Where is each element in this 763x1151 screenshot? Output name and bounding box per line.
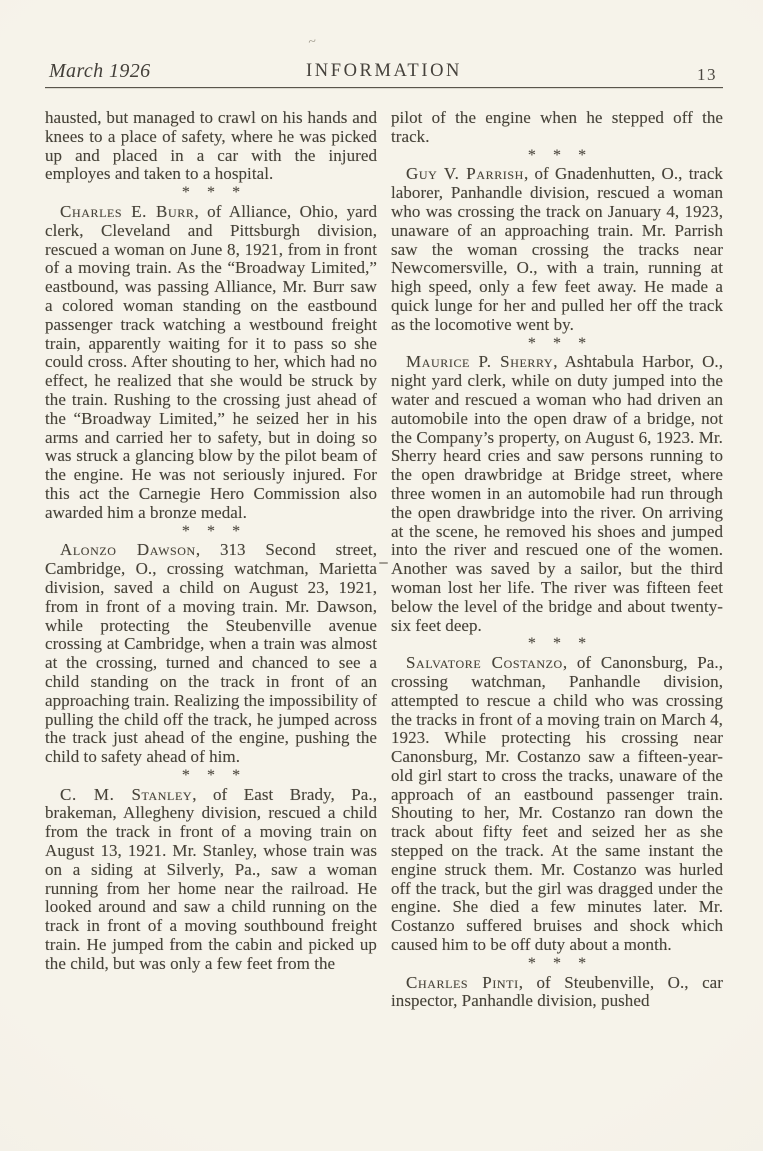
section-separator: * * *	[527, 954, 587, 972]
section-separator: * * *	[527, 635, 587, 653]
entry-paragraph-pinti	[391, 974, 723, 1012]
section-separator: * * *	[527, 146, 587, 164]
paragraph-continuation: hausted, but managed to crawl on his hands and knees to a place of safety, where he was picked up and placed in a car with the injured employes and taken to a hospital.	[45, 108, 377, 184]
person-name: Charles E. Burr	[60, 201, 195, 221]
paragraph-continuation: pilot of the engine when he stepped off the track.	[391, 108, 723, 146]
entry-text: , of Steubenville, O., car inspector, Panhandle division, pushed	[391, 972, 723, 1011]
header-rule	[45, 87, 723, 88]
page-header	[45, 56, 723, 83]
scan-gutter-mark	[379, 562, 388, 564]
publication-title: INFORMATION	[305, 61, 463, 81]
person-name: C. M. Stanley	[60, 784, 193, 804]
entry-paragraph-burr	[45, 203, 377, 523]
section-separator: * * *	[181, 766, 241, 784]
entry-paragraph-stanley	[45, 786, 377, 974]
section-separator: * * *	[527, 334, 587, 352]
person-name: Guy V. Parrish	[406, 164, 524, 184]
entry-paragraph-sherry	[391, 353, 723, 635]
entry-paragraph-costanzo	[391, 654, 723, 955]
person-name: Maurice P. Sherry	[406, 352, 554, 372]
scan-speck-mark: ~	[306, 33, 318, 49]
entry-text: , of Canonsburg, Pa., crossing watchman, Panhandle division, attempted to rescue a child who was crossing the tracks in front of a moving train on March 4, 1923. While protecting his crossing near Canonsburg, Mr. Costanzo saw a fifteen-year-old girl start to cross the tracks, unaware of the approach of an eastbound passenger train. Shouting to her, Mr. Costanzo ran down the track about fifty feet and seized her as she stepped on the track. At the same instant the engine struck them. Mr. Costanzo was hurled off the track, but the girl was dragged under the engine. She died a few minutes later. Mr. Costanzo suffered bruises and shock which caused him to be off duty about a month.	[391, 653, 723, 955]
person-name: Charles Pinti	[406, 972, 519, 992]
entry-paragraph-dawson	[45, 541, 377, 767]
section-separator: * * *	[181, 184, 241, 202]
person-name: Alonzo Dawson	[60, 540, 196, 560]
two-column-body	[45, 109, 723, 1011]
entry-text: , of Alliance, Ohio, yard clerk, Cleveland and Pittsburgh division, rescued a woman on June 8, 1921, from in front of a moving train. As the “Broadway Limited,” eastbound, was passing Alliance, Mr. Burr saw a colored woman standing on the eastbound passenger track watching a westbound freight train, apparently waiting for it to pass so she could cross. After shouting to her, which had no effect, he realized that she would be struck by the train. Rushing to the crossing just ahead of the “Broadway Limited,” he seized her in his arms and carried her to safety, but in doing so was struck a glancing blow by the pilot beam of the engine. He was not seriously injured. For this act the Carnegie Hero Commission also awarded him a bronze medal.	[45, 201, 378, 522]
issue-date: March 1926	[49, 60, 151, 82]
entry-text: , 313 Second street, Cambridge, O., crossing watchman, Marietta division, saved a child on August 23, 1921, from in front of a moving train. Mr. Dawson, while protecting the Steubenville avenue crossing at Cambridge, when a train was almost at the crossing, turned and chanced to see a child standing on the track in front of an approaching train. Realizing the impossibility of pulling the child off the track, he jumped across the track just ahead of the engine, pushing the child to safety ahead of him.	[45, 540, 377, 767]
person-name: Salvatore Costanzo	[406, 653, 563, 673]
entry-paragraph-parrish	[391, 165, 723, 334]
right-column	[391, 109, 723, 1011]
section-separator: * * *	[181, 522, 241, 540]
entry-text: , of Gnadenhutten, O., track laborer, Panhandle division, rescued a woman who was crossing the track on January 4, 1923, unaware of an approaching train. Mr. Parrish saw the woman crossing the tracks near Newcomersville, O., with a train, running at high speed, only a few feet away. He made a quick lunge for her and pulled her off the track as the locomotive went by.	[391, 164, 723, 334]
left-column	[45, 109, 377, 1011]
entry-text: , of East Brady, Pa., brakeman, Allegheny division, rescued a child from the track in front of a moving train on August 13, 1921. Mr. Stanley, whose train was on a siding at Silverly, Pa., saw a woman running from her home near the railroad. He looked around and saw a child running on the track in front of a moving southbound freight train. He jumped from the cabin and picked up the child, but was only a few feet from the	[45, 784, 377, 973]
page-number: 13	[697, 65, 717, 84]
entry-text: , Ashtabula Harbor, O., night yard clerk, while on duty jumped into the water and rescued a woman who had driven an automobile into the open draw of a bridge, not the Company’s property, on August 6, 1923. Mr. Sherry heard cries and saw persons running to the open drawbridge at Bridge street, where three women in an automobile had run through the open drawbridge into the river. On arriving at the scene, he removed his shoes and jumped into the river and rescued one of the women. Another was saved by a sailor, but the third woman lost her life. The river was fifteen feet below the level of the bridge and about twenty-six feet deep.	[391, 352, 723, 635]
